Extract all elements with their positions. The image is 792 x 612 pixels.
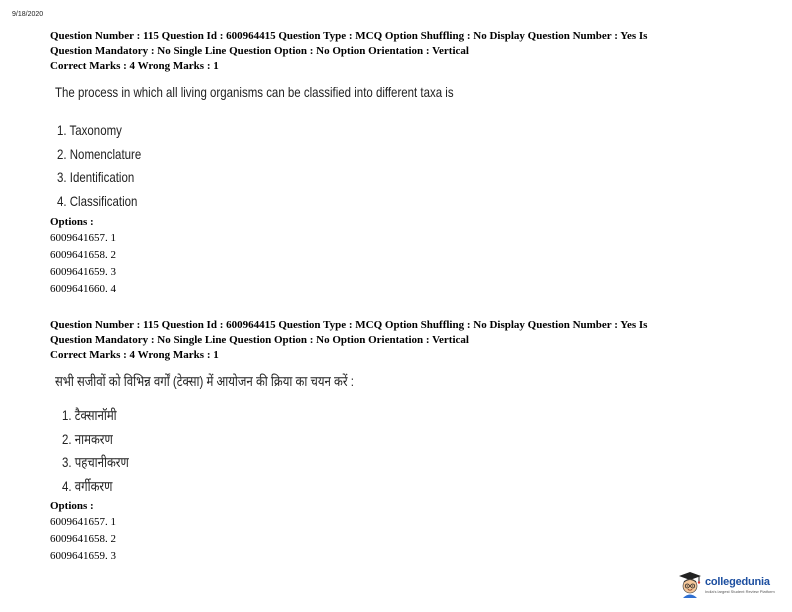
question-text: सभी सजीवों को विभिन्न वर्गों (टेक्सा) में आयोजन की क्रिया का चयन करें :: [55, 373, 354, 389]
choice-item: 3. पहचानीकरण: [62, 454, 129, 470]
choice-item: 1. टैक्सानॉमी: [62, 407, 117, 423]
choice-item: 2. नामकरण: [62, 430, 113, 447]
option-id: 6009641660. 4: [50, 283, 116, 295]
choice-item: 1. Taxonomy: [57, 122, 122, 138]
choice-item: 4. Classification: [57, 192, 138, 209]
option-id: 6009641657. 1: [50, 232, 116, 244]
choice-list: [62, 404, 750, 498]
option-id: 6009641659. 3: [50, 550, 116, 562]
question-marks: Correct Marks : 4 Wrong Marks : 1: [50, 349, 219, 361]
mascot-icon: [678, 571, 702, 599]
option-id: 6009641658. 2: [50, 249, 116, 261]
question-block: [50, 318, 750, 565]
choice-item: 4. वर्गीकरण: [62, 477, 113, 494]
question-marks: Correct Marks : 4 Wrong Marks : 1: [50, 60, 219, 72]
option-id: 6009641659. 3: [50, 266, 116, 278]
choice-item: 2. Nomenclature: [57, 145, 142, 162]
question-block: [50, 29, 750, 298]
question-meta-line: Question Number : 115 Question Id : 600964415 Question Type : MCQ Option Shuffling : No Display Question Number : Yes Is: [50, 30, 648, 42]
logo-tagline: India's largest Student Review Platform: [705, 588, 775, 594]
question-meta-line: Question Number : 115 Question Id : 600964415 Question Type : MCQ Option Shuffling : No Display Question Number : Yes Is: [50, 319, 648, 331]
print-date: 9/18/2020: [12, 11, 44, 18]
options-label: Options :: [50, 216, 94, 228]
choice-item: 3. Identification: [57, 169, 135, 185]
logo-name: collegedunia: [705, 575, 770, 588]
choice-list: [57, 119, 750, 213]
collegedunia-logo[interactable]: [678, 568, 782, 602]
question-text: The process in which all living organisms can be classified into different taxa is: [55, 84, 454, 100]
options-label: Options :: [50, 500, 94, 512]
option-id: 6009641658. 2: [50, 533, 116, 545]
question-meta-line: Question Mandatory : No Single Line Question Option : No Option Orientation : Vertical: [50, 334, 469, 346]
option-id: 6009641657. 1: [50, 516, 116, 528]
question-meta-line: Question Mandatory : No Single Line Question Option : No Option Orientation : Vertical: [50, 45, 469, 57]
logo-text: [705, 576, 775, 595]
